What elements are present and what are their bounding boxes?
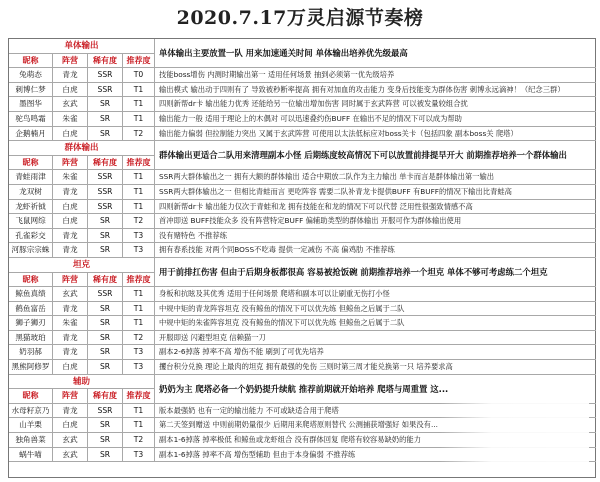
- section-label: 辅助: [9, 375, 155, 390]
- header-camp: 阵营: [53, 273, 88, 287]
- row-note: 输出模式 输出动于四则有了 导致被秒断率提高 拥有对加血的攻击能力 变身后技能变为群体伤害 刺博永远滴神！（纪念三群）: [155, 83, 596, 98]
- cell-rarity: SR: [88, 112, 123, 126]
- cell-rank: T3: [123, 360, 155, 374]
- cell-name: 河豚宗宗蛛: [9, 243, 53, 257]
- row-note: 输出能力一般 适用于理论上的木偶对 可以迅速叠约伤BUFF 在输出不足的情况下可以成为帮助: [155, 112, 596, 127]
- table-row: [9, 331, 155, 346]
- cell-rank: T3: [123, 229, 155, 243]
- cell-camp: 玄武: [53, 97, 88, 111]
- header-rarity: 稀有度: [88, 54, 123, 68]
- cell-rank: T1: [123, 302, 155, 316]
- cell-camp: 青龙: [53, 404, 88, 418]
- row-note: 首冲即送 BUFF技能众多 没有阵营特定BUFF 偏辅助类型的群体输出 开服可作为群体输出使用: [155, 214, 596, 229]
- header-rank: 推荐度: [123, 273, 155, 287]
- header-camp: 阵营: [53, 389, 88, 403]
- table-row: [9, 229, 155, 244]
- row-note: 身板和抗眩及其优秀 适用于任何场景 爬塔和副本可以让刷重无伤打小怪: [155, 287, 596, 302]
- header-name: 昵称: [9, 273, 53, 287]
- cell-camp: 白虎: [53, 214, 88, 228]
- header-camp: 阵营: [53, 156, 88, 170]
- header-rarity: 稀有度: [88, 273, 123, 287]
- section-description: 用于前排扛伤害 但由于后期身板都很高 容易被抢饭碗 前期推荐培养一个坦克 单体不够可考虑练二个坦克: [155, 258, 596, 287]
- cell-camp: 朱雀: [53, 170, 88, 184]
- row-note: 副本1-6掉落 掉率不高 增伤型辅助 但由于本身偏弱 不推荐练: [155, 448, 596, 463]
- cell-name: 独角兽菜: [9, 433, 53, 447]
- header-row: [9, 156, 155, 171]
- cell-rarity: SSR: [88, 68, 123, 82]
- cell-rarity: SR: [88, 316, 123, 330]
- row-note: 四则新帮dr卡 输出能力优秀 还能给另一位输出增加伤害 同时属于玄武阵营 可以被发量较组合扰: [155, 97, 596, 112]
- row-note: 攫台积分兑换 理论上最肉的坦克 拥有最强的免伤 三则时第三周才能兑换第一只 培养要求高: [155, 360, 596, 375]
- header-rank: 推荐度: [123, 54, 155, 68]
- header-row: [9, 273, 155, 288]
- cell-name: 鲸鱼真绩: [9, 287, 53, 301]
- table-row: [9, 127, 155, 142]
- cell-name: 黑猫玻珀: [9, 331, 53, 345]
- row-note: 四则新帮dr卡 输出能力仅次于青蛙和龙 拥有技能在和龙的情况下可以代替 泛用性很强致情感不高: [155, 200, 596, 215]
- cell-rarity: SSR: [88, 170, 123, 184]
- header-name: 昵称: [9, 389, 53, 403]
- table-row: [9, 200, 155, 215]
- cell-camp: 朱雀: [53, 112, 88, 126]
- cell-camp: 白虎: [53, 83, 88, 97]
- cell-rank: T2: [123, 331, 155, 345]
- section-label: 群体输出: [9, 141, 155, 156]
- cell-name: 龙虾祈钺: [9, 200, 53, 214]
- row-note: 副本2-6掉落 掉率不高 增伤不能 刷到了可优先培养: [155, 345, 596, 360]
- cell-name: 水母籽京乃: [9, 404, 53, 418]
- cell-name: 刺博仁梦: [9, 83, 53, 97]
- header-row: [9, 54, 155, 69]
- cell-camp: 青龙: [53, 185, 88, 199]
- table-row: [9, 170, 155, 185]
- watermark: [439, 395, 589, 473]
- cell-rank: T2: [123, 214, 155, 228]
- cell-camp: 白虎: [53, 418, 88, 432]
- cell-name: 龙双树: [9, 185, 53, 199]
- cell-rank: T1: [123, 316, 155, 330]
- row-note: SSR两大群体输出之一 拥有大额的群体输出 适合中期放二队作为主力输出 单卡而言是群体输出第一输出: [155, 170, 596, 185]
- cell-rank: T2: [123, 433, 155, 447]
- cell-rank: T1: [123, 83, 155, 97]
- cell-name: 黑熊阿修罗: [9, 360, 53, 374]
- table-row: [9, 243, 155, 258]
- section-description: 奶奶为主 爬塔必备一个奶奶提升续航 推荐前期就开始培养 爬塔与周重置 这...: [155, 375, 596, 404]
- cell-rank: T1: [123, 97, 155, 111]
- header-rarity: 稀有度: [88, 156, 123, 170]
- header-name: 昵称: [9, 54, 53, 68]
- cell-rarity: SR: [88, 127, 123, 141]
- cell-rarity: SSR: [88, 200, 123, 214]
- row-note: 开服即送 闪避型坦克 信赖猫一刀: [155, 331, 596, 346]
- row-note: 技能boss增伤 内测时期输出第一 适用任何场景 抽到必须第一优先级培养: [155, 68, 596, 83]
- cell-camp: 玄武: [53, 287, 88, 301]
- cell-rank: T0: [123, 68, 155, 82]
- table-row: [9, 433, 155, 448]
- table-row: [9, 68, 155, 83]
- header-name: 昵称: [9, 156, 53, 170]
- cell-camp: 白虎: [53, 200, 88, 214]
- cell-rarity: SSR: [88, 185, 123, 199]
- cell-name: 企鹅楠月: [9, 127, 53, 141]
- header-rarity: 稀有度: [88, 389, 123, 403]
- cell-rank: T1: [123, 170, 155, 184]
- cell-camp: 朱雀: [53, 316, 88, 330]
- cell-rarity: SR: [88, 302, 123, 316]
- cell-camp: 青龙: [53, 229, 88, 243]
- table-row: [9, 97, 155, 112]
- cell-rarity: SR: [88, 418, 123, 432]
- cell-name: 孔雀彩交: [9, 229, 53, 243]
- header-rank: 推荐度: [123, 156, 155, 170]
- header-rank: 推荐度: [123, 389, 155, 403]
- table-row: [9, 448, 155, 463]
- cell-name: 狮子狮刃: [9, 316, 53, 330]
- table-row: [9, 404, 155, 419]
- table-row: [9, 316, 155, 331]
- cell-rarity: SSR: [88, 287, 123, 301]
- cell-rarity: SR: [88, 243, 123, 257]
- cell-name: 飞鼠网综: [9, 214, 53, 228]
- cell-camp: 青龙: [53, 302, 88, 316]
- cell-name: 墨图华: [9, 97, 53, 111]
- row-note: SSR两大群体输出之一 但相比青蛙而言 更吃阵容 需要二队补青龙卡提供BUFF 有BUFF的情况下输出比青蛙高: [155, 185, 596, 200]
- table-row: [9, 287, 155, 302]
- table-row: [9, 185, 155, 200]
- row-note: 第二天签到赠送 中则前期奶量很少 后期用来爬塔原则替代 公测捕获增强好 如果没有...: [155, 418, 596, 433]
- header-camp: 阵营: [53, 54, 88, 68]
- cell-rank: T2: [123, 127, 155, 141]
- cell-rarity: SSR: [88, 404, 123, 418]
- cell-camp: 青龙: [53, 68, 88, 82]
- cell-camp: 玄武: [53, 448, 88, 462]
- row-note: 拥有春系技能 对两个同BOSS不吃毒 提供一定减伤 不高 偏鸡肋 不推荐练: [155, 243, 596, 258]
- watermark-text: [491, 416, 575, 453]
- row-note: 中规中矩的青龙阵容坦克 没有鲸鱼的情况下可以优先练 但鲸鱼之后属于二队: [155, 302, 596, 317]
- left-column: [9, 39, 155, 462]
- table-row: [9, 214, 155, 229]
- cell-camp: 青龙: [53, 243, 88, 257]
- cell-name: 鹤鱼富岳: [9, 302, 53, 316]
- cell-name: 青蛙雨津: [9, 170, 53, 184]
- cell-rarity: SR: [88, 433, 123, 447]
- row-note: 版本最强奶 也有一定的输出能力 不可或缺适合用于爬塔: [155, 404, 596, 419]
- row-note: 没有赌特色 不推荐练: [155, 229, 596, 244]
- cell-rank: T3: [123, 448, 155, 462]
- cell-rank: T1: [123, 185, 155, 199]
- cell-name: 山羊栗: [9, 418, 53, 432]
- row-note: 中规中矩的朱雀阵容坦克 没有鲸鱼的情况下可以优先练 但鲸鱼之后属于二队: [155, 316, 596, 331]
- cell-rarity: SSR: [88, 83, 123, 97]
- cell-name: 奶羽郝: [9, 345, 53, 359]
- table-row: [9, 360, 155, 375]
- section-description: 单体输出主要放置一队 用来加速通关时间 单体输出培养优先级最高: [155, 39, 596, 68]
- cell-rarity: SR: [88, 97, 123, 111]
- cell-rank: T1: [123, 200, 155, 214]
- cell-camp: 青龙: [53, 331, 88, 345]
- cell-rank: T1: [123, 112, 155, 126]
- cell-camp: 青龙: [53, 345, 88, 359]
- cell-rank: T1: [123, 287, 155, 301]
- page-title: 2020.7.17万灵启源节奏榜: [176, 7, 424, 29]
- cell-rarity: SR: [88, 345, 123, 359]
- cell-name: 兔萌态: [9, 68, 53, 82]
- section-description: 群体输出更适合二队用来清理副本小怪 后期练度较高情况下可以放置前排提早开大 前期推荐培养一个群体输出: [155, 141, 596, 170]
- cell-camp: 白虎: [53, 127, 88, 141]
- cell-camp: 玄武: [53, 433, 88, 447]
- cell-camp: 白虎: [53, 360, 88, 374]
- row-note: 输出能力偏弱 但拉制能力突出 又属于玄武阵营 可使用以太法低标应对boss关卡（包括四象 副本boss关 爬塔）: [155, 127, 596, 142]
- cell-rarity: SR: [88, 214, 123, 228]
- cell-rarity: SR: [88, 331, 123, 345]
- row-note: 副本1-6掉落 掉率极低 和鲸鱼或龙虾组合 没有群体回复 爬塔有较容易缺奶的能力: [155, 433, 596, 448]
- header-row: [9, 389, 155, 404]
- table-row: [9, 112, 155, 127]
- cell-rank: T1: [123, 418, 155, 432]
- table-row: [9, 83, 155, 98]
- cell-rarity: SR: [88, 448, 123, 462]
- table-row: [9, 345, 155, 360]
- cell-rarity: SR: [88, 229, 123, 243]
- table-row: [9, 418, 155, 433]
- table-row: [9, 302, 155, 317]
- cell-rank: T3: [123, 345, 155, 359]
- cell-rank: T1: [123, 404, 155, 418]
- section-label: 坦克: [9, 258, 155, 273]
- cell-name: 蜗牛喵: [9, 448, 53, 462]
- cell-name: 驼鸟鸣霜: [9, 112, 53, 126]
- tier-table: [8, 38, 596, 478]
- cell-rank: T3: [123, 243, 155, 257]
- cell-rarity: SR: [88, 360, 123, 374]
- section-label: 单体输出: [9, 39, 155, 54]
